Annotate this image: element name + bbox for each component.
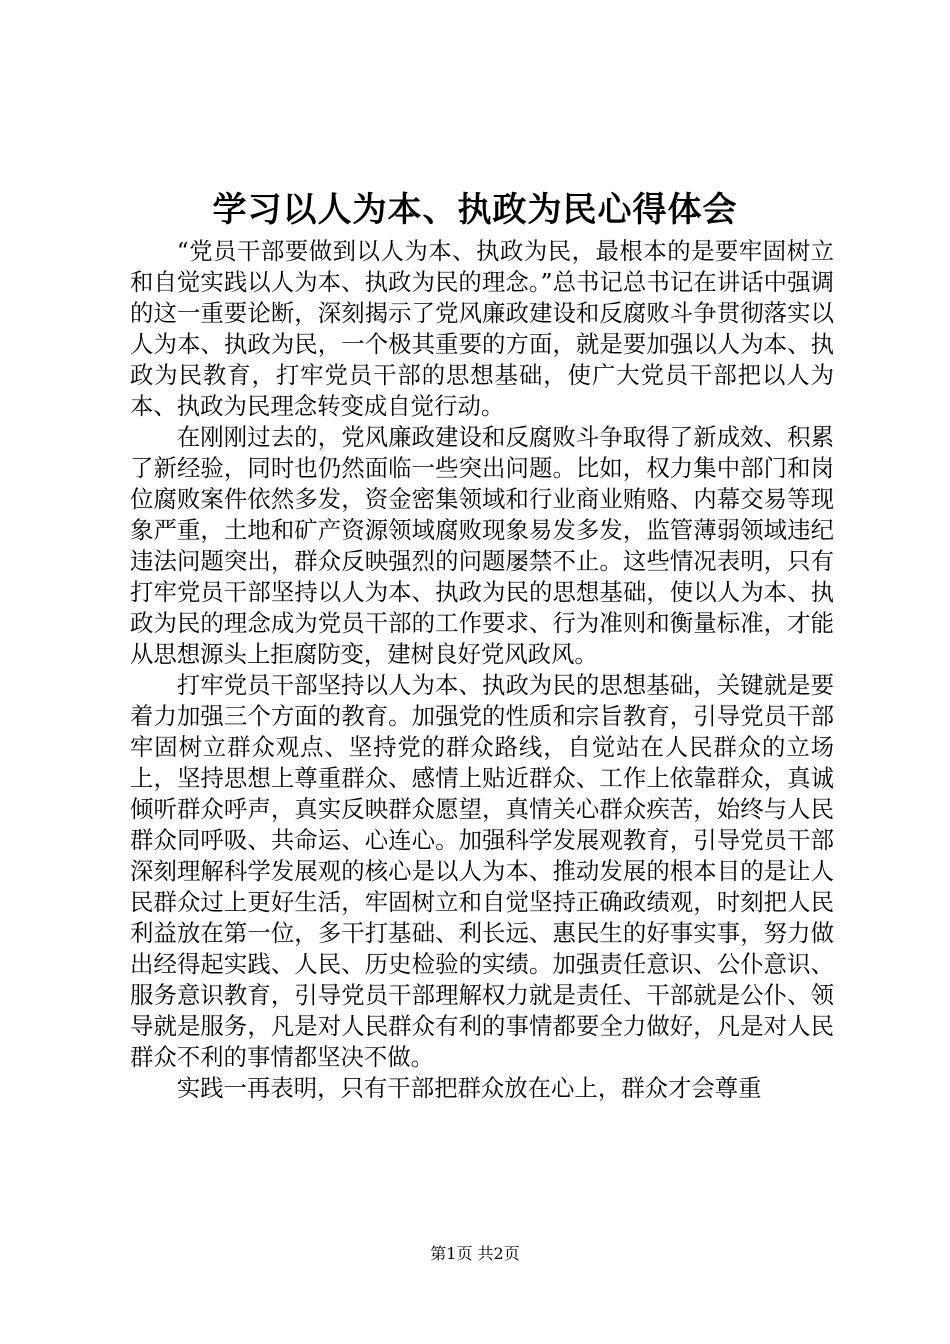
- page-footer: [0, 1243, 950, 1265]
- paragraph-2: 在刚刚过去的，党风廉政建设和反腐败斗争取得了新成效、积累了新经验，同时也仍然面临一些突出问题。比如，权力集中部门和岗位腐败案件依然多发，资金密集领域和行业商业贿赂、内幕交易等现象严重，土地和矿产资源领域腐败现象易发多发，监管薄弱领域违纪违法问题突出，群众反映强烈的问题屡禁不止。这些情况表明，只有打牢党员干部坚持以人为本、执政为民的思想基础，使以人为本、执政为民的理念成为党员干部的工作要求、行为准则和衡量标准，才能从思想源头上拒腐防变，建树良好党风政风。: [130, 423, 834, 668]
- paragraph-1: “党员干部要做到以人为本、执政为民，最根本的是要牢固树立和自觉实践以人为本、执政为民的理念。”总书记总书记在讲话中强调的这一重要论断，深刻揭示了党风廉政建设和反腐败斗争贯彻落实以人为本、执政为民，一个极其重要的方面，就是要加强以人为本、执政为民教育，打牢党员干部的思想基础，使广大党员干部把以人为本、执政为民理念转变成自觉行动。: [130, 237, 834, 420]
- document-title: 学习以人为本、执政为民心得体会: [212, 190, 738, 230]
- page-indicator: 第1页 共2页: [430, 1244, 520, 1263]
- paragraph-3: 打牢党员干部坚持以人为本、执政为民的思想基础，关键就是要着力加强三个方面的教育。加强党的性质和宗旨教育，引导党员干部牢固树立群众观点、坚持党的群众路线，自觉站在人民群众的立场上，坚持思想上尊重群众、感情上贴近群众、工作上依靠群众，真诚倾听群众呼声，真实反映群众愿望，真情关心群众疾苦，始终与人民群众同呼吸、共命运、心连心。加强科学发展观教育，引导党员干部深刻理解科学发展观的核心是以人为本、推动发展的根本目的是让人民群众过上更好生活，牢固树立和自觉坚持正确政绩观，时刻把人民利益放在第一位，多干打基础、利长远、惠民生的好事实事，努力做出经得起实践、人民、历史检验的实绩。加强责任意识、公仆意识、服务意识教育，引导党员干部理解权力就是责任、干部就是公仆、领导就是服务，凡是对人民群众有利的事情都要全力做好，凡是对人民群众不利的事情都坚决不做。: [130, 671, 834, 1071]
- document-body: [130, 236, 834, 1104]
- paragraph-4: 实践一再表明，只有干部把群众放在心上，群众才会尊重: [176, 1074, 762, 1102]
